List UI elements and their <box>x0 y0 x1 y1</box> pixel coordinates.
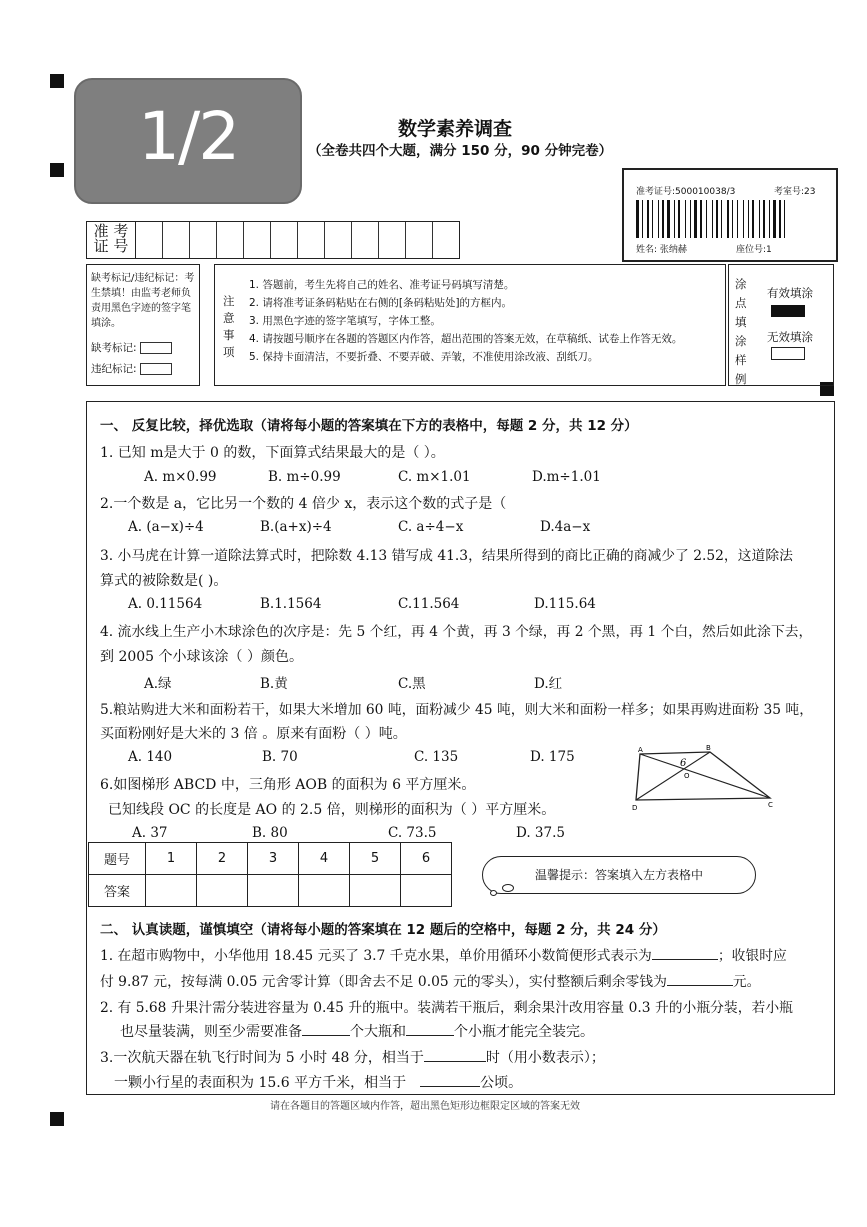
barcode-room: 考室号:23 <box>774 187 816 197</box>
exam-number-cell[interactable] <box>352 222 379 258</box>
barcode-stripe <box>694 200 697 238</box>
exam-number-label: 准 考 证 号 <box>87 222 136 258</box>
corner-mark-bottom <box>50 1112 64 1126</box>
notes-item: 3. 用黑色字迹的签字笔填写，字体工整。 <box>249 315 441 327</box>
q3-option-b: B.1.1564 <box>260 596 322 612</box>
q5-option-a: A. 140 <box>128 749 173 765</box>
exam-number-cell[interactable] <box>163 222 190 258</box>
mark-box-text: 缺考标记/违纪标记：考生禁填！由监考老师负责用黑色字迹的签字笔填涂。 <box>91 273 195 329</box>
exam-number-cell[interactable] <box>136 222 163 258</box>
question-number: 6 <box>401 843 452 875</box>
s2-q3-text-c: 一颗小行星的表面积为 15.6 平方千米，相当于 <box>114 1075 407 1091</box>
barcode-stripe <box>721 200 722 238</box>
question-number: 3 <box>248 843 299 875</box>
q6-option-d: D. 37.5 <box>516 825 565 841</box>
answer-cell[interactable] <box>401 875 452 907</box>
barcode-stripe <box>662 200 664 238</box>
diagonal-bd <box>636 752 710 800</box>
page-badge <box>74 78 302 204</box>
barcode-stripe <box>748 200 749 238</box>
s2-q3-text-d: 公顷。 <box>480 1075 523 1091</box>
q1-option-d: D.m÷1.01 <box>532 469 601 485</box>
answer-table-answer-row <box>89 875 452 907</box>
absent-mark-label: 缺考标记: <box>91 342 137 354</box>
barcode-stripe <box>642 200 643 238</box>
q2-option-b: B.(a+x)÷4 <box>260 519 332 535</box>
barcode-stripe <box>727 200 729 238</box>
barcode-stripe <box>732 200 733 238</box>
valid-fill-sample <box>771 305 805 317</box>
label-area: 6 <box>680 758 687 769</box>
barcode-stripe <box>658 200 659 238</box>
q6-option-c: C. 73.5 <box>388 825 437 841</box>
exam-number-cell[interactable] <box>190 222 217 258</box>
s2-q3-blank-2[interactable] <box>420 1086 480 1087</box>
question-number: 5 <box>350 843 401 875</box>
s2-q2-text-a: 也尽量装满，则至少需要准备 <box>120 1024 302 1040</box>
barcode-stripe <box>712 200 713 238</box>
notes-item: 4. 请按题号顺序在各题的答题区内作答，超出范围的答案无效，在草稿纸、试卷上作答无效。 <box>249 333 683 345</box>
tip-cloud: 温馨提示：答案填入左方表格中 <box>482 856 756 894</box>
s2-q1-text-d: 元。 <box>732 974 761 990</box>
barcode-sticker <box>622 168 838 262</box>
barcode-stripe <box>784 200 785 238</box>
barcode-stripe <box>636 200 639 238</box>
q5-option-d: D. 175 <box>530 749 575 765</box>
s2-q2-blank-2[interactable] <box>406 1035 454 1036</box>
s2-q2-text-c: 个小瓶才能完全装完。 <box>454 1024 594 1040</box>
violation-mark-label: 违纪标记: <box>91 363 137 375</box>
exam-number-cell[interactable] <box>379 222 406 258</box>
answer-cell[interactable] <box>299 875 350 907</box>
page-subtitle: （全卷共四个大题，满分 150 分，90 分钟完卷） <box>308 143 613 159</box>
s2-question-2-line1: 2. 有 5.68 升果汁需分装进容量为 0.45 升的瓶中。装满若干瓶后，剩余果汁改用容量 0.3 升的小瓶分装，若小瓶 <box>100 1000 793 1016</box>
tip-cloud-bubble <box>490 890 497 896</box>
q5-option-b: B. 70 <box>262 749 298 765</box>
barcode-stripe <box>773 200 776 238</box>
barcode-stripe <box>759 200 760 238</box>
s2-q3-text-a: 3.一次航天器在轨飞行时间为 5 小时 48 分，相当于 <box>100 1050 424 1066</box>
trapezoid-figure <box>626 744 782 812</box>
q5-option-c: C. 135 <box>414 749 459 765</box>
barcode-stripe <box>690 200 691 238</box>
q6-option-a: A. 37 <box>132 825 168 841</box>
section2-heading: 二、 认真读题，谨慎填空（请将每小题的答案填在 12 题后的空格中，每题 2 分，共 24 分） <box>100 922 666 938</box>
q2-option-d: D.4a−x <box>540 519 591 535</box>
q4-option-c: C.黑 <box>398 676 426 692</box>
question-6-line2: 已知线段 OC 的长度是 AO 的 2.5 倍，则梯形的面积为（ ）平方厘米。 <box>108 802 556 818</box>
barcode-stripe <box>763 200 765 238</box>
barcode-stripe <box>674 200 675 238</box>
notes-item: 2. 请将准考证条码粘贴在右侧的[条码粘贴处]的方框内。 <box>249 297 513 309</box>
s2-q1-blank-2[interactable] <box>667 985 733 986</box>
s2-q2-text-b: 个大瓶和 <box>350 1024 406 1040</box>
barcode-stripe <box>652 200 653 238</box>
q1-option-c: C. m×1.01 <box>398 469 471 485</box>
s2-question-2-line2 <box>120 1021 594 1041</box>
q4-option-d: D.红 <box>534 676 563 692</box>
footer-note: 请在各题目的答题区域内作答，超出黑色矩形边框限定区域的答案无效 <box>270 1101 580 1112</box>
notes-label: 注意事项 <box>223 294 235 359</box>
barcode-seat: 座位号:1 <box>736 245 772 255</box>
barcode-stripe <box>737 200 738 238</box>
exam-number-cell[interactable] <box>244 222 271 258</box>
page-title: 数学素养调查 <box>398 118 513 140</box>
page-indicator: 1/2 <box>138 98 239 175</box>
label-a: A <box>638 746 643 754</box>
exam-number-cell[interactable] <box>433 222 459 258</box>
barcode-stripe <box>700 200 702 238</box>
s2-q3-text-b: 时（用小数表示）； <box>485 1050 605 1066</box>
label-b: B <box>706 744 711 752</box>
s2-q1-text-c: 付 9.87 元，按每满 0.05 元舍零计算（即舍去不足 0.05 元的零头），实付整额后剩余零钱为 <box>100 974 667 990</box>
s2-question-3-line1 <box>100 1047 605 1067</box>
s2-q2-blank-1[interactable] <box>302 1035 350 1036</box>
q3-option-d: D.115.64 <box>534 596 596 612</box>
barcode-exam-no: 准考证号:500010038/3 <box>636 187 736 197</box>
q6-option-b: B. 80 <box>252 825 288 841</box>
absent-mark <box>91 340 172 355</box>
q2-option-a: A. (a−x)÷4 <box>128 519 204 535</box>
question-6-line1: 6.如图梯形 ABCD 中，三角形 AOB 的面积为 6 平方厘米。 <box>100 777 476 793</box>
s2-question-3-line2 <box>114 1072 522 1092</box>
mark-box <box>86 264 200 386</box>
barcode-stripe <box>678 200 680 238</box>
s2-q1-blank-1[interactable] <box>652 959 718 960</box>
s2-question-1-line2 <box>100 970 760 990</box>
exam-number-cell[interactable] <box>325 222 352 258</box>
s2-q3-blank-1[interactable] <box>424 1061 486 1062</box>
s2-question-1-line1 <box>100 944 787 964</box>
barcode-stripe <box>769 200 770 238</box>
answer-cell[interactable] <box>350 875 401 907</box>
barcode-stripe <box>667 200 670 238</box>
barcode-stripe <box>716 200 718 238</box>
invalid-fill-label: 无效填涂 <box>767 330 813 344</box>
question-4-line1: 4. 流水线上生产小木球涂色的次序是：先 5 个红，再 4 个黄，再 3 个绿，再 2 个黑，再 1 个白，然后如此涂下去， <box>100 624 813 640</box>
exam-number-cell[interactable] <box>217 222 244 258</box>
barcode-stripe <box>743 200 744 238</box>
exam-number-cell[interactable] <box>406 222 433 258</box>
valid-fill-label: 有效填涂 <box>767 286 813 300</box>
question-5-line1: 5.粮站购进大米和面粉若干，如果大米增加 60 吨，面粉减少 45 吨，则大米和面粉一样多；如果再购进面粉 35 吨， <box>100 702 814 718</box>
barcode-stripe <box>685 200 686 238</box>
q3-option-c: C.11.564 <box>398 596 460 612</box>
question-1: 1. 已知 m是大于 0 的数，下面算式结果最大的是（ ）。 <box>100 445 445 461</box>
q4-option-b: B.黄 <box>260 676 288 692</box>
label-c: C <box>768 801 773 809</box>
fill-example-box <box>728 264 834 386</box>
barcode-stripe <box>779 200 781 238</box>
s2-q1-text-a: 1. 在超市购物中，小华他用 18.45 元买了 3.7 千克水果，单价用循环小数简便形式表示为 <box>100 948 652 964</box>
question-number: 2 <box>197 843 248 875</box>
notes-box <box>214 264 726 386</box>
answer-cell[interactable] <box>146 875 197 907</box>
question-number: 4 <box>299 843 350 875</box>
invalid-fill-sample <box>771 347 805 360</box>
q2-option-c: C. a÷4−x <box>398 519 464 535</box>
question-4-line2: 到 2005 个小球该涂（ ）颜色。 <box>100 649 303 665</box>
barcode-name: 姓名: 张纳赫 <box>636 245 687 255</box>
label-o: O <box>684 772 690 780</box>
absent-mark-field[interactable] <box>140 342 172 354</box>
exam-number-grid[interactable] <box>86 221 460 259</box>
question-3-line1: 3. 小马虎在计算一道除法算式时，把除数 4.13 错写成 41.3，结果所得到的商比正确的商减少了 2.52，这道除法 <box>100 548 793 564</box>
exam-number-cell[interactable] <box>271 222 298 258</box>
barcode-stripe <box>752 200 754 238</box>
exam-number-cell[interactable] <box>298 222 325 258</box>
question-2: 2.一个数是 a，它比另一个数的 4 倍少 x，表示这个数的式子是（ <box>100 496 507 512</box>
q1-option-a: A. m×0.99 <box>144 469 217 485</box>
diagonal-ac <box>640 754 770 798</box>
q4-option-a: A.绿 <box>144 676 172 692</box>
answer-label: 答案 <box>89 875 146 907</box>
notes-item: 5. 保持卡面清洁，不要折叠、不要弄破、弄皱，不准使用涂改液、刮纸刀。 <box>249 351 599 363</box>
q1-option-b: B. m÷0.99 <box>268 469 341 485</box>
barcode-icon <box>636 200 822 238</box>
answer-cell[interactable] <box>197 875 248 907</box>
answer-table <box>88 842 452 907</box>
corner-mark-top <box>50 74 64 88</box>
violation-mark-field[interactable] <box>140 363 172 375</box>
answer-cell[interactable] <box>248 875 299 907</box>
notes-item: 1. 答题前，考生先将自己的姓名、准考证号码填写清楚。 <box>249 279 515 291</box>
fill-example-label: 涂点填涂样例 <box>735 277 747 386</box>
answer-table-header-row <box>89 843 452 875</box>
s2-q1-text-b: ；收银时应 <box>717 948 787 964</box>
corner-mark-mid <box>50 163 64 177</box>
tip-cloud-bubble <box>502 884 514 892</box>
barcode-stripe <box>706 200 707 238</box>
q3-option-a: A. 0.11564 <box>128 596 203 612</box>
section1-heading: 一、 反复比较，择优选取（请将每小题的答案填在下方的表格中，每题 2 分，共 12 分） <box>100 418 638 434</box>
question-number-label: 题号 <box>89 843 146 875</box>
question-number: 1 <box>146 843 197 875</box>
question-5-line2: 买面粉刚好是大米的 3 倍 。原来有面粉（ ）吨。 <box>100 726 407 742</box>
barcode-stripe <box>647 200 649 238</box>
label-d: D <box>632 804 638 812</box>
violation-mark <box>91 361 172 376</box>
question-3-line2: 算式的被除数是( )。 <box>100 573 228 589</box>
